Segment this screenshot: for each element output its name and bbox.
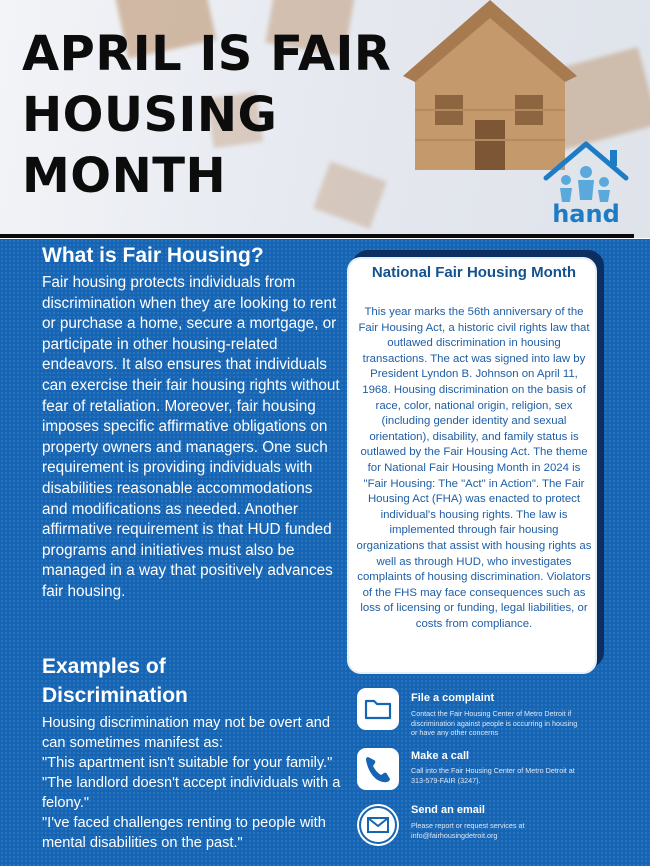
example-quote: "I've faced challenges renting to people with mental disabilities on the past."	[42, 815, 326, 851]
contact-title: Send an email	[411, 804, 485, 816]
examples-heading: Examples of Discrimination	[42, 655, 188, 707]
divider	[0, 234, 634, 238]
example-quote: "This apartment isn't suitable for your family."	[42, 755, 333, 771]
title-line: APRIL IS FAIR	[22, 26, 392, 82]
contact-text: Call into the Fair Housing Center of Metro Detroit at 313-579-FAIR (3247).	[411, 766, 575, 785]
contact-text: Contact the Fair Housing Center of Metro Detroit if discrimination against people is occurring in housing or have any other concerns	[411, 709, 578, 738]
card-body: This year marks the 56th anniversary of the Fair Housing Act, a historic civil rights law that outlawed discrimination in housing transactions. The act was signed into law by President Lyndon B. Johnson on April 11, 1968. Housing discrimination on the basis of race, color, national origin, religion, sex (including gender identity and sexual orientation), disability, and family status is outlawed by the Fair Housing Act. The theme for National Fair Housing Month in 2024 is "Fair Housing: The "Act" in Action". The Fair Housing Act (FHA) was enacted to protect individual's housing rights. The law is implemented through fair housing organizations that assist with housing rights as well as through HUD, who investigates complaints of housing discrimination. Violators of the FHS may face consequences such as loss of licensing or funding, legal liabilities, or costs from compliance.	[356, 306, 592, 630]
email-icon[interactable]	[357, 804, 399, 846]
what-is-body: Fair housing protects individuals from discrimination when they are looking to rent or purchase a home, secure a mortgage, or participate in other housing-related endeavors. It also ensures that individuals can exercise their fair housing rights without fear of retaliation. Moreover, fair housing imposes specific affirmative obligations on property owners and managers. One such requirement is providing individuals with disabilities reasonable accommodations and modifications as needed. Another affirmative requirement is that HUD funded programs and initiatives must also be managed in a way that positively advances fair housing.	[42, 274, 340, 600]
examples-intro: Housing discrimination may not be overt and can sometimes manifest as:	[42, 715, 330, 751]
example-quote: "The landlord doesn't accept individuals with a felony."	[42, 775, 341, 811]
examples-list	[42, 713, 342, 853]
contact-text: Please report or request services at info@fairhousingdetroit.org	[411, 821, 525, 840]
what-is-heading: What is Fair Housing?	[42, 244, 264, 267]
phone-icon[interactable]	[357, 748, 399, 790]
contact-title: Make a call	[411, 750, 470, 762]
contact-title: File a complaint	[411, 692, 495, 704]
fair-housing-month-card	[347, 257, 597, 674]
folder-icon[interactable]	[357, 688, 399, 730]
page-title	[22, 24, 391, 207]
card-title: National Fair Housing Month	[371, 264, 577, 281]
title-line: HOUSING	[22, 87, 278, 143]
hand-logo	[540, 138, 632, 226]
hero-banner	[0, 0, 650, 238]
logo-text: hand	[552, 200, 620, 226]
title-line: MONTH	[22, 148, 227, 204]
